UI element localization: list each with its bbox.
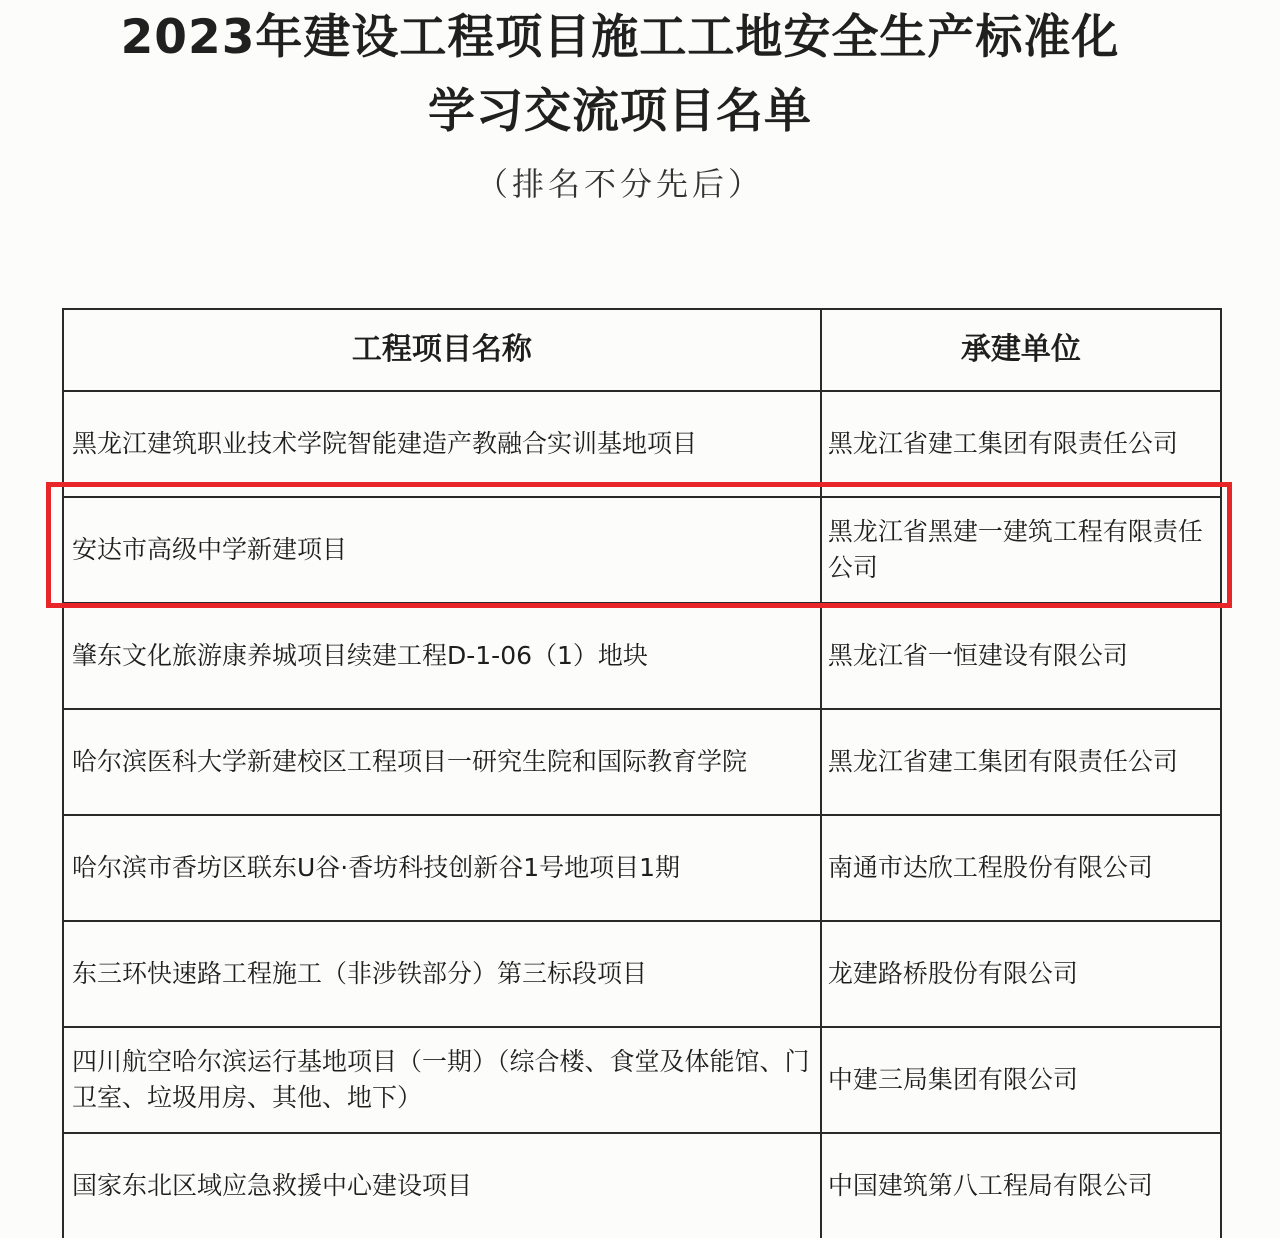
table-header-row [63, 309, 1221, 391]
project-name-cell: 黑龙江建筑职业技术学院智能建造产教融合实训基地项目 [63, 391, 821, 497]
contractor-cell: 黑龙江省建工集团有限责任公司 [821, 391, 1221, 497]
table-row [63, 1133, 1221, 1238]
project-name-cell: 国家东北区域应急救援中心建设项目 [63, 1133, 821, 1238]
contractor-cell: 黑龙江省黑建一建筑工程有限责任公司 [821, 497, 1221, 603]
contractor-cell: 黑龙江省建工集团有限责任公司 [821, 709, 1221, 815]
project-name-cell: 肇东文化旅游康养城项目续建工程D-1-06（1）地块 [63, 603, 821, 709]
table-row [63, 709, 1221, 815]
contractor-cell: 南通市达欣工程股份有限公司 [821, 815, 1221, 921]
contractor-cell: 黑龙江省一恒建设有限公司 [821, 603, 1221, 709]
project-list-table [62, 308, 1222, 1238]
document-title-line2: 学习交流项目名单 [428, 84, 812, 139]
header-contractor: 承建单位 [821, 309, 1221, 391]
table-row [63, 1027, 1221, 1133]
contractor-cell: 中建三局集团有限公司 [821, 1027, 1221, 1133]
document-title-line1: 2023年建设工程项目施工工地安全生产标准化 [120, 10, 1120, 65]
table-row [63, 921, 1221, 1027]
table-row [63, 497, 1221, 603]
table-row [63, 391, 1221, 497]
contractor-cell: 龙建路桥股份有限公司 [821, 921, 1221, 1027]
project-name-cell: 安达市高级中学新建项目 [63, 497, 821, 603]
contractor-cell: 中国建筑第八工程局有限公司 [821, 1133, 1221, 1238]
table-row [63, 603, 1221, 709]
project-name-cell: 哈尔滨医科大学新建校区工程项目一研究生院和国际教育学院 [63, 709, 821, 815]
project-name-cell: 东三环快速路工程施工（非涉铁部分）第三标段项目 [63, 921, 821, 1027]
header-project-name: 工程项目名称 [63, 309, 821, 391]
document-subtitle: （排名不分先后） [475, 165, 764, 203]
project-name-cell: 哈尔滨市香坊区联东U谷·香坊科技创新谷1号地项目1期 [63, 815, 821, 921]
table-row [63, 815, 1221, 921]
project-name-cell: 四川航空哈尔滨运行基地项目（一期）（综合楼、食堂及体能馆、门卫室、垃圾用房、其他、地下） [63, 1027, 821, 1133]
